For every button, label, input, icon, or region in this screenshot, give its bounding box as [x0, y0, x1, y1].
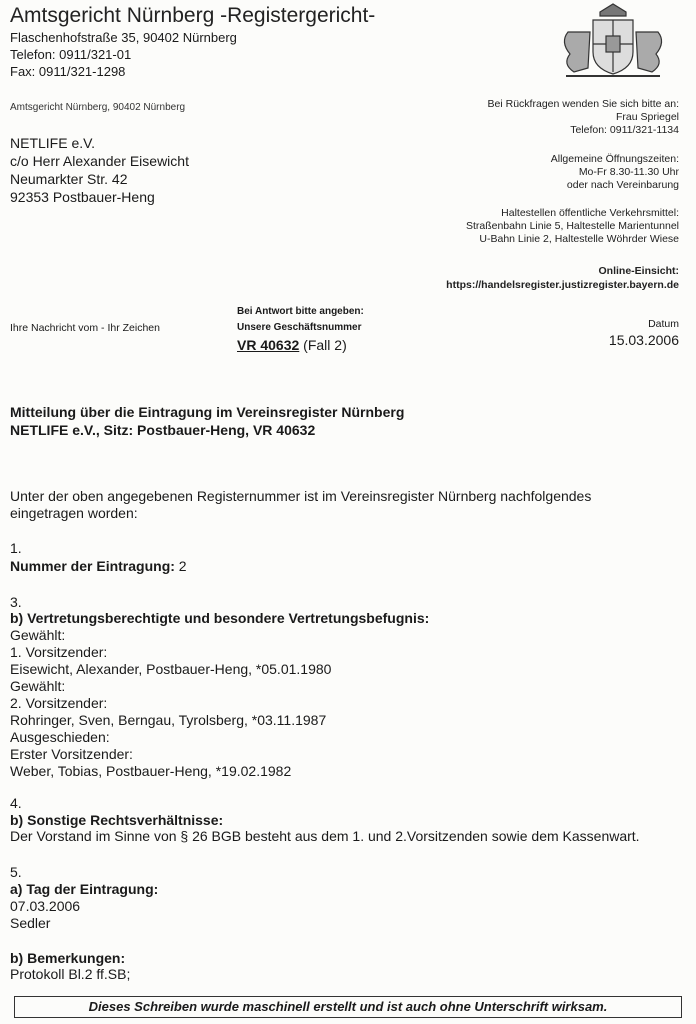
court-street: Flaschenhofstraße 35, 90402 Nürnberg — [10, 30, 237, 45]
recipient-line: Neumarkter Str. 42 — [10, 171, 128, 187]
online-title: Online-Einsicht: — [598, 265, 679, 277]
section-3-title: b) Vertretungsberechtigte und besondere Vertretungsbefugnis: — [10, 610, 430, 626]
section-3-details — [10, 627, 331, 780]
transit-block — [466, 207, 679, 246]
transit-line-2: U-Bahn Linie 2, Haltestelle Wöhrder Wiese — [479, 233, 679, 245]
transit-line-1: Straßenbahn Linie 5, Haltestelle Marientunnel — [465, 220, 679, 232]
section-3-number: 3. — [10, 594, 22, 610]
recipient-line: NETLIFE e.V. — [10, 135, 96, 151]
hours-extra: oder nach Vereinbarung — [566, 179, 679, 191]
entry-clerk: Sedler — [10, 915, 51, 931]
subject-line-1: Mitteilung über die Eintragung im Vereinsregister Nürnberg — [10, 404, 405, 420]
recipient-address — [10, 134, 189, 206]
transit-title: Haltestellen öffentliche Verkehrsmittel: — [501, 207, 679, 219]
section-3-line: 2. Vorsitzender: — [10, 695, 108, 711]
hours-title: Allgemeine Öffnungszeiten: — [550, 153, 679, 165]
section-1-number: 1. — [10, 540, 22, 556]
section-4-text: Der Vorstand im Sinne von § 26 BGB besteht aus dem 1. und 2.Vorsitzenden sowie dem Kassenwart. — [10, 828, 640, 844]
recipient-line: 92353 Postbauer-Heng — [10, 189, 155, 205]
section-3-line: Eisewicht, Alexander, Postbauer-Heng, *05.01.1980 — [10, 661, 332, 677]
court-fax: Fax: 0911/321-1298 — [10, 64, 126, 79]
section-3-line: Weber, Tobias, Postbauer-Heng, *19.02.1982 — [10, 763, 292, 779]
section-3-line: Erster Vorsitzender: — [10, 746, 133, 762]
our-ref-suffix: (Fall 2) — [303, 337, 347, 353]
section-5-title: a) Tag der Eintragung: — [10, 881, 159, 897]
subject-line-2: NETLIFE e.V., Sitz: Postbauer-Heng, VR 40632 — [10, 422, 316, 438]
section-3-line: Ausgeschieden: — [10, 729, 110, 745]
section-3-line: 1. Vorsitzender: — [10, 644, 108, 660]
section-4-number: 4. — [10, 795, 22, 811]
entry-number-value: 2 — [174, 558, 187, 574]
section-5-number: 5. — [10, 864, 22, 880]
contact-intro: Bei Rückfragen wenden Sie sich bitte an: — [487, 98, 679, 110]
your-ref-label: Ihre Nachricht vom - Ihr Zeichen — [10, 322, 160, 334]
remarks-title: b) Bemerkungen: — [10, 950, 126, 966]
bavarian-coat-of-arms-icon — [548, 2, 678, 82]
section-1-entry — [10, 558, 187, 575]
our-ref-number: VR 40632 — [237, 337, 300, 353]
section-4-title: b) Sonstige Rechtsverhältnisse: — [10, 812, 224, 828]
court-title: Amtsgericht Nürnberg -Registergericht- — [10, 4, 376, 27]
section-3-line: Gewählt: — [10, 627, 66, 643]
recipient-line: c/o Herr Alexander Eisewicht — [10, 153, 189, 169]
intro-line-2: eingetragen worden: — [10, 505, 138, 521]
our-reference — [237, 337, 347, 353]
letter-date: 15.03.2006 — [608, 332, 679, 348]
date-label: Datum — [648, 318, 679, 330]
sender-line: Amtsgericht Nürnberg, 90402 Nürnberg — [10, 102, 186, 113]
contact-phone: Telefon: 0911/321-1134 — [570, 124, 679, 136]
footer-notice: Dieses Schreiben wurde maschinell erstellt und ist auch ohne Unterschrift wirksam. — [14, 996, 682, 1018]
remarks-text: Protokoll Bl.2 ff.SB; — [10, 966, 131, 982]
reply-hint: Bei Antwort bitte angeben: — [237, 306, 364, 317]
entry-number-label: Nummer der Eintragung: — [10, 558, 175, 574]
entry-date: 07.03.2006 — [10, 898, 81, 914]
hours-value: Mo-Fr 8.30-11.30 Uhr — [578, 166, 679, 178]
contact-block — [488, 98, 679, 137]
our-ref-label: Unsere Geschäftsnummer — [237, 322, 362, 333]
opening-hours-block — [551, 153, 679, 192]
section-3-line: Rohringer, Sven, Berngau, Tyrolsberg, *03.11.1987 — [10, 712, 327, 728]
contact-name: Frau Spriegel — [615, 111, 679, 123]
court-phone: Telefon: 0911/321-01 — [10, 47, 132, 62]
intro-line-1: Unter der oben angegebenen Registernummer ist im Vereinsregister Nürnberg nachfolgendes — [10, 488, 592, 504]
section-3-line: Gewählt: — [10, 678, 66, 694]
online-block — [446, 264, 679, 292]
online-url: https://handelsregister.justizregister.bayern.de — [446, 279, 679, 291]
